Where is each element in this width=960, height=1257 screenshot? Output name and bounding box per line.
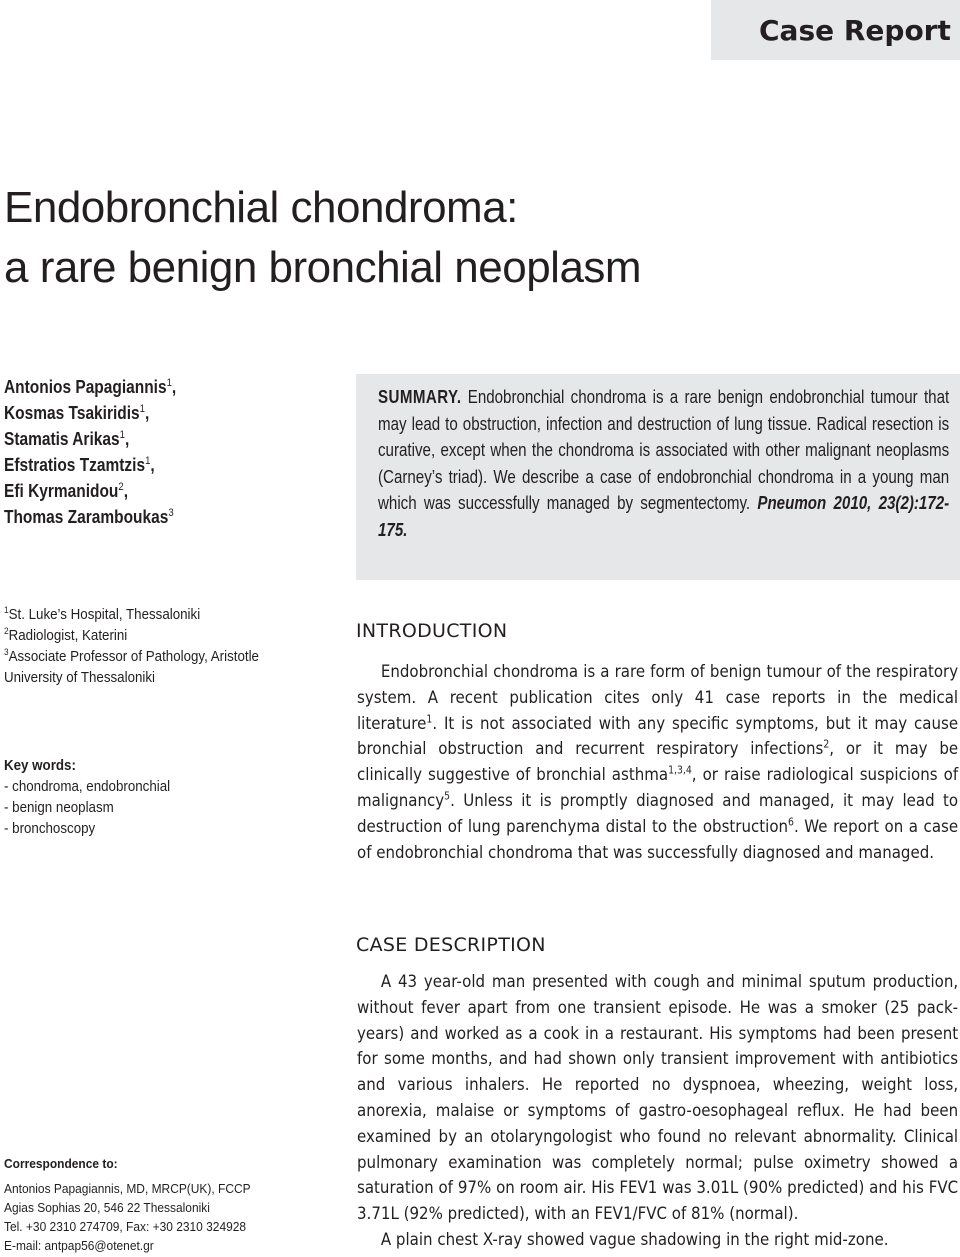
correspondence-line: Tel. +30 2310 274709, Fax: +30 2310 324928 (4, 1219, 247, 1234)
case-paragraph: A plain chest X-ray showed vague shadowing in the right mid-zone. (380, 1229, 889, 1250)
keyword-item: - chondroma, endobronchial (4, 779, 171, 795)
reference-marker: 6 (788, 816, 794, 829)
summary-citation-detail: 2010, 23(2):172-175. (378, 493, 950, 540)
keywords-heading: Key words: (4, 758, 76, 774)
author: Kosmas Tsakiridis$^1$, (4, 403, 150, 423)
author: Stamatis Arikas$^1$, (4, 429, 130, 449)
introduction-heading: INTRODUCTION (356, 620, 508, 642)
author: Antonios Papagiannis$^1$, (4, 377, 177, 397)
case-description-heading: CASE DESCRIPTION (356, 934, 546, 956)
affiliation: $^3$Associate Professor of Pathology, Aristotle (4, 647, 259, 665)
affiliation: $^2$Radiologist, Katerini (4, 626, 128, 644)
keywords (4, 756, 298, 840)
summary-text: Endobronchial chondroma is a rare benign endobronchial tumour that may lead to obstruction, infection and destruction of lung tissue. Radical resection is curative, except when the chondroma is associated with other malignant neoplasms (Carney’s triad). We describe a case of endobronchial chondroma in a young man which was successfully managed by segmentectomy. (378, 387, 950, 513)
summary-citation: Pneumon (757, 493, 827, 513)
case-description-body (357, 970, 958, 1254)
summary-label: SUMMARY. (378, 387, 462, 407)
reference-marker: 5 (444, 790, 451, 803)
section-badge (711, 0, 960, 60)
author: Efi Kyrmanidou$^2$, (4, 481, 129, 501)
article-title (4, 178, 764, 298)
reference-marker: 1,3,4 (668, 764, 692, 777)
affiliation: $^1$St. Luke’s Hospital, Thessaloniki (4, 605, 201, 623)
correspondence-line: Antonios Papagiannis, MD, MRCP(UK), FCCP (4, 1181, 251, 1196)
author: Efstratios Tzamtzis$^1$, (4, 455, 155, 475)
correspondence-line: Agias Sophias 20, 546 22 Thessaloniki (4, 1200, 210, 1215)
reference-marker: 1 (426, 712, 433, 725)
affiliation: University of Thessaloniki (4, 670, 156, 686)
title-line-2: a rare benign bronchial neoplasm (4, 243, 642, 292)
reference-marker: 2 (823, 738, 830, 751)
keyword-item: - benign neoplasm (4, 800, 114, 816)
introduction-body (357, 660, 958, 866)
author: Thomas Zaramboukas$^3$ (4, 507, 174, 527)
title-line-1: Endobronchial chondroma: (4, 183, 518, 232)
correspondence-heading: Correspondence to: (4, 1156, 118, 1171)
section-badge-label: Case Report (759, 13, 951, 47)
case-paragraph: A 43 year-old man presented with cough and minimal sputum production, without fever apart from one transient episode. He was a smoker (25 pack-years) and worked as a cook in a restaurant. His symptoms had been present for some months, and had shown only transient improvement with antibiotics and various inhalers. He reported no dyspnoea, wheezing, weight loss, anorexia, malaise or symptoms of gastro-oesophageal reflux. He had been examined by an otolaryngologist who found no relevant abnormality. Clinical pulmonary examination was completely normal; pulse oximetry showed a saturation of 97% on room air. His FEV1 was 3.01L (90% predicted) and his FVC 3.71L (92% predicted), with an FEV1/FVC of 81% (normal). (357, 972, 959, 1225)
correspondence-email: E-mail: antpap56@otenet.gr (4, 1238, 154, 1253)
summary-paragraph (378, 384, 949, 543)
correspondence (4, 1154, 298, 1255)
keyword-item: - bronchoscopy (4, 821, 96, 837)
affiliations (4, 605, 317, 689)
author-list (4, 374, 262, 530)
introduction-paragraph: Endobronchial chondroma is a rare form of benign tumour of the respiratory system. A recent publication cites only 41 case reports in the medical literature$^1$. It is not associated with any specific symptoms, but it may cause bronchial obstruction and recurrent respiratory infections$^2$, or it may be clinically suggestive of bronchial asthma$^{1,3,4}$, or raise radiological suspicions of malignancy$^5$. Unless it is promptly diagnosed and managed, it may lead to destruction of lung parenchyma distal to the obstruction$^6$. We report on a case of endobronchial chondroma that was successfully diagnosed and managed. (357, 662, 959, 863)
summary-box (356, 374, 960, 580)
